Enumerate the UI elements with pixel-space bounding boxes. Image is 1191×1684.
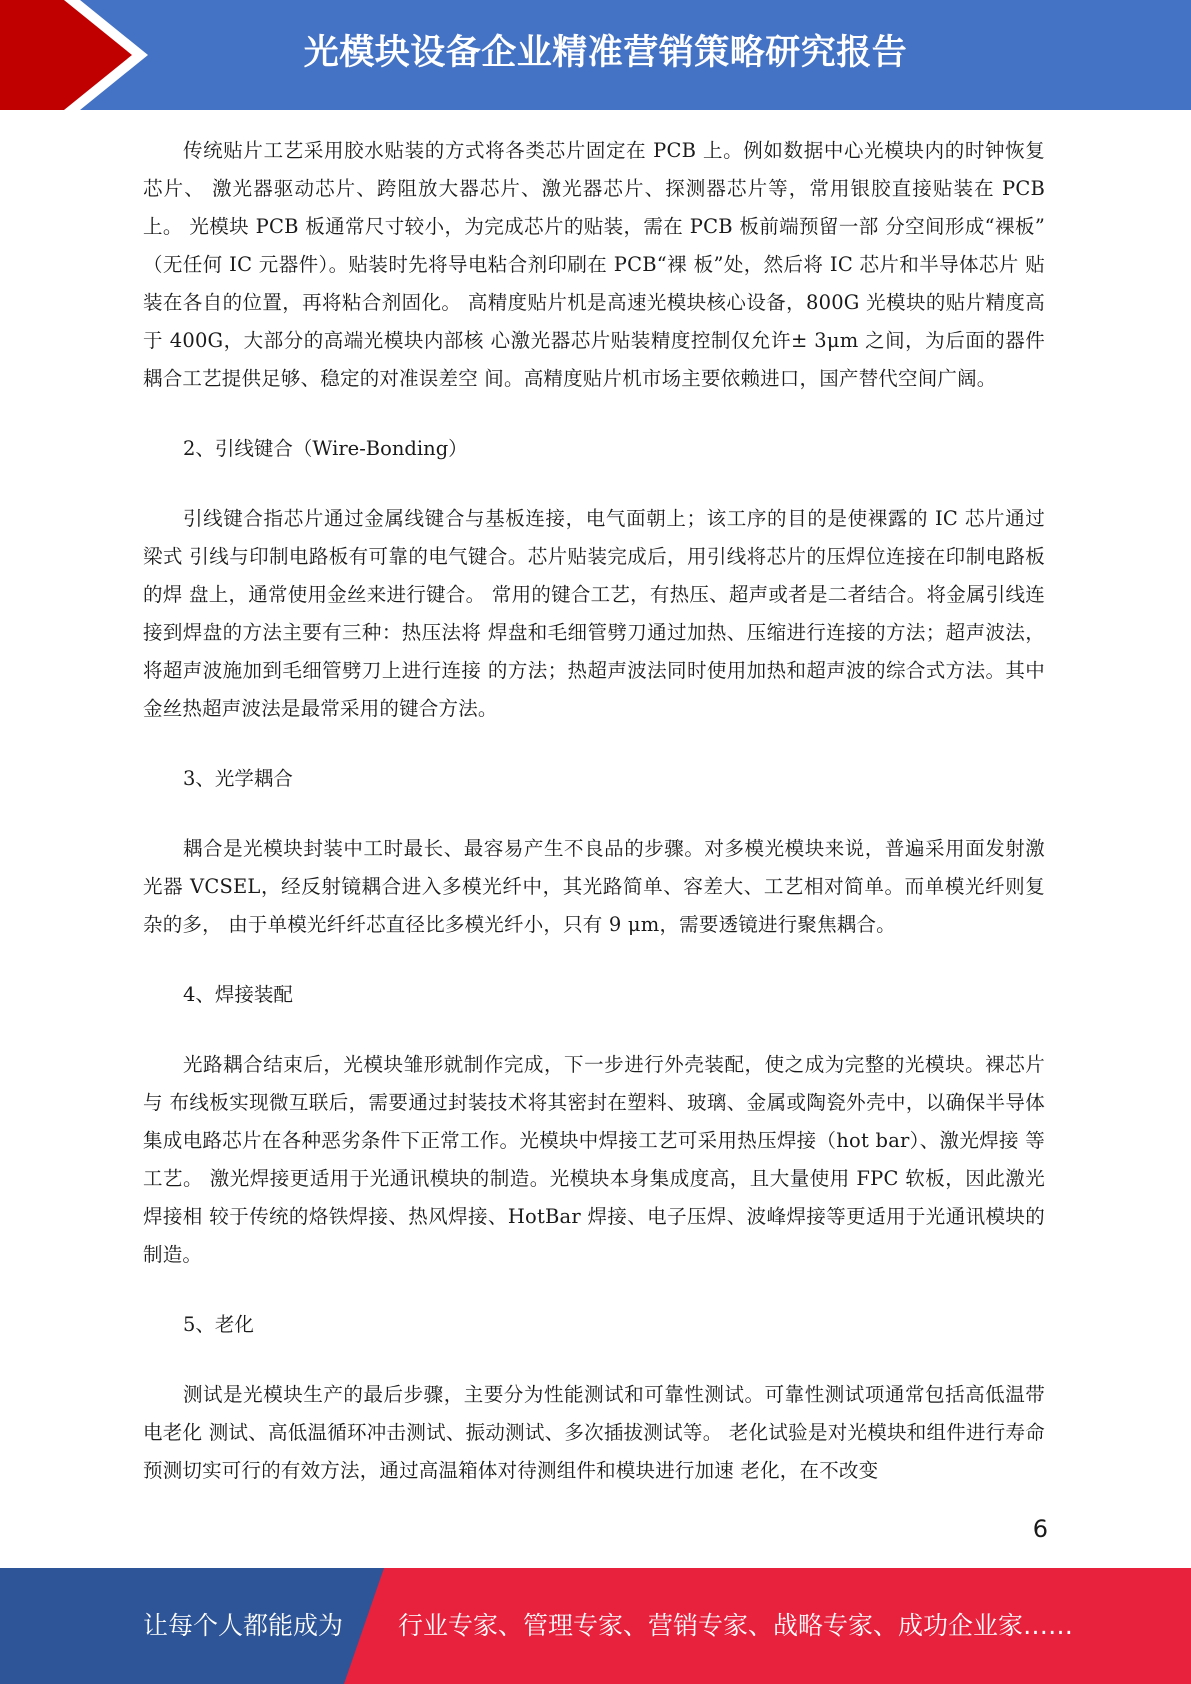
section-heading-aging: 5、老化 xyxy=(183,1313,254,1336)
footer-slogan-left: 让每个人都能成为 xyxy=(143,1611,344,1640)
page-footer xyxy=(0,1568,1191,1684)
page-header xyxy=(0,0,1191,110)
section-heading-optical-coupling: 3、光学耦合 xyxy=(183,767,293,790)
document-body xyxy=(143,132,1045,1490)
section-heading-wire-bonding: 2、引线键合（Wire-Bonding） xyxy=(183,437,468,460)
page-number: 6 xyxy=(1032,1515,1048,1543)
paragraph-wire-bonding: 引线键合指芯片通过金属线键合与基板连接，电气面朝上；该工序的目的是使裸露的 IC 芯片通过梁式 引线与印制电路板有可靠的电气键合。芯片贴装完成后，用引线将芯片的压焊位连接在印制电路板的焊 盘上，通常使用金丝来进行键合。 常用的键合工艺，有热压、超声或者是二者结合。将金属引线连接到焊盘的方法主要有三种：热压法将 焊盘和毛细管劈刀通过加热、压缩进行连接的方法；超声波法，将超声波施加到毛细管劈刀上进行连接 的方法；热超声波法同时使用加热和超声波的综合式方法。其中金丝热超声波法是最常采用的键合方法。 xyxy=(143,507,1045,720)
paragraph-die-attach: 传统贴片工艺采用胶水贴装的方式将各类芯片固定在 PCB 上。例如数据中心光模块内的时钟恢复芯片、 激光器驱动芯片、跨阻放大器芯片、激光器芯片、探测器芯片等，常用银胶直接贴装在 PCB 上。 光模块 PCB 板通常尺寸较小，为完成芯片的贴装，需在 PCB 板前端预留一部 分空间形成“裸板” （无任何 IC 元器件）。贴装时先将导电粘合剂印刷在 PCB“裸 板”处，然后将 IC 芯片和半导体芯片 贴装在各自的位置，再将粘合剂固化。 高精度贴片机是高速光模块核心设备，800G 光模块的贴片精度高于 400G，大部分的高端光模块内部核 心激光器芯片贴装精度控制仅允许± 3μm 之间，为后面的器件耦合工艺提供足够、稳定的对准误差空 间。高精度贴片机市场主要依赖进口，国产替代空间广阔。 xyxy=(143,139,1045,390)
paragraph-welding-assembly: 光路耦合结束后，光模块雏形就制作完成，下一步进行外壳装配，使之成为完整的光模块。裸芯片与 布线板实现微互联后，需要通过封装技术将其密封在塑料、玻璃、金属或陶瓷外壳中，以确保半导体 集成电路芯片在各种恶劣条件下正常工作。光模块中焊接工艺可采用热压焊接（hot bar）、激光焊接 等工艺。 激光焊接更适用于光通讯模块的制造。光模块本身集成度高，且大量使用 FPC 软板，因此激光焊接相 较于传统的烙铁焊接、热风焊接、HotBar 焊接、电子压焊、波峰焊接等更适用于光通讯模块的制造。 xyxy=(143,1053,1045,1266)
paragraph-optical-coupling: 耦合是光模块封装中工时最长、最容易产生不良品的步骤。对多模光模块来说，普遍采用面发射激光器 VCSEL，经反射镜耦合进入多模光纤中，其光路简单、容差大、工艺相对简单。而单模光纤则复杂的多， 由于单模光纤纤芯直径比多模光纤小，只有 9 μm，需要透镜进行聚焦耦合。 xyxy=(143,837,1045,936)
footer-slogan-right: 行业专家、管理专家、营销专家、战略专家、成功企业家…… xyxy=(398,1611,1074,1640)
paragraph-aging: 测试是光模块生产的最后步骤，主要分为性能测试和可靠性测试。可靠性测试项通常包括高低温带电老化 测试、高低温循环冲击测试、振动测试、多次插拔测试等。 老化试验是对光模块和组件进行寿命预测切实可行的有效方法，通过高温箱体对待测组件和模块进行加速 老化，在不改变 xyxy=(143,1383,1045,1482)
section-heading-welding-assembly: 4、焊接装配 xyxy=(183,983,293,1006)
document-title: 光模块设备企业精准营销策略研究报告 xyxy=(303,33,908,73)
